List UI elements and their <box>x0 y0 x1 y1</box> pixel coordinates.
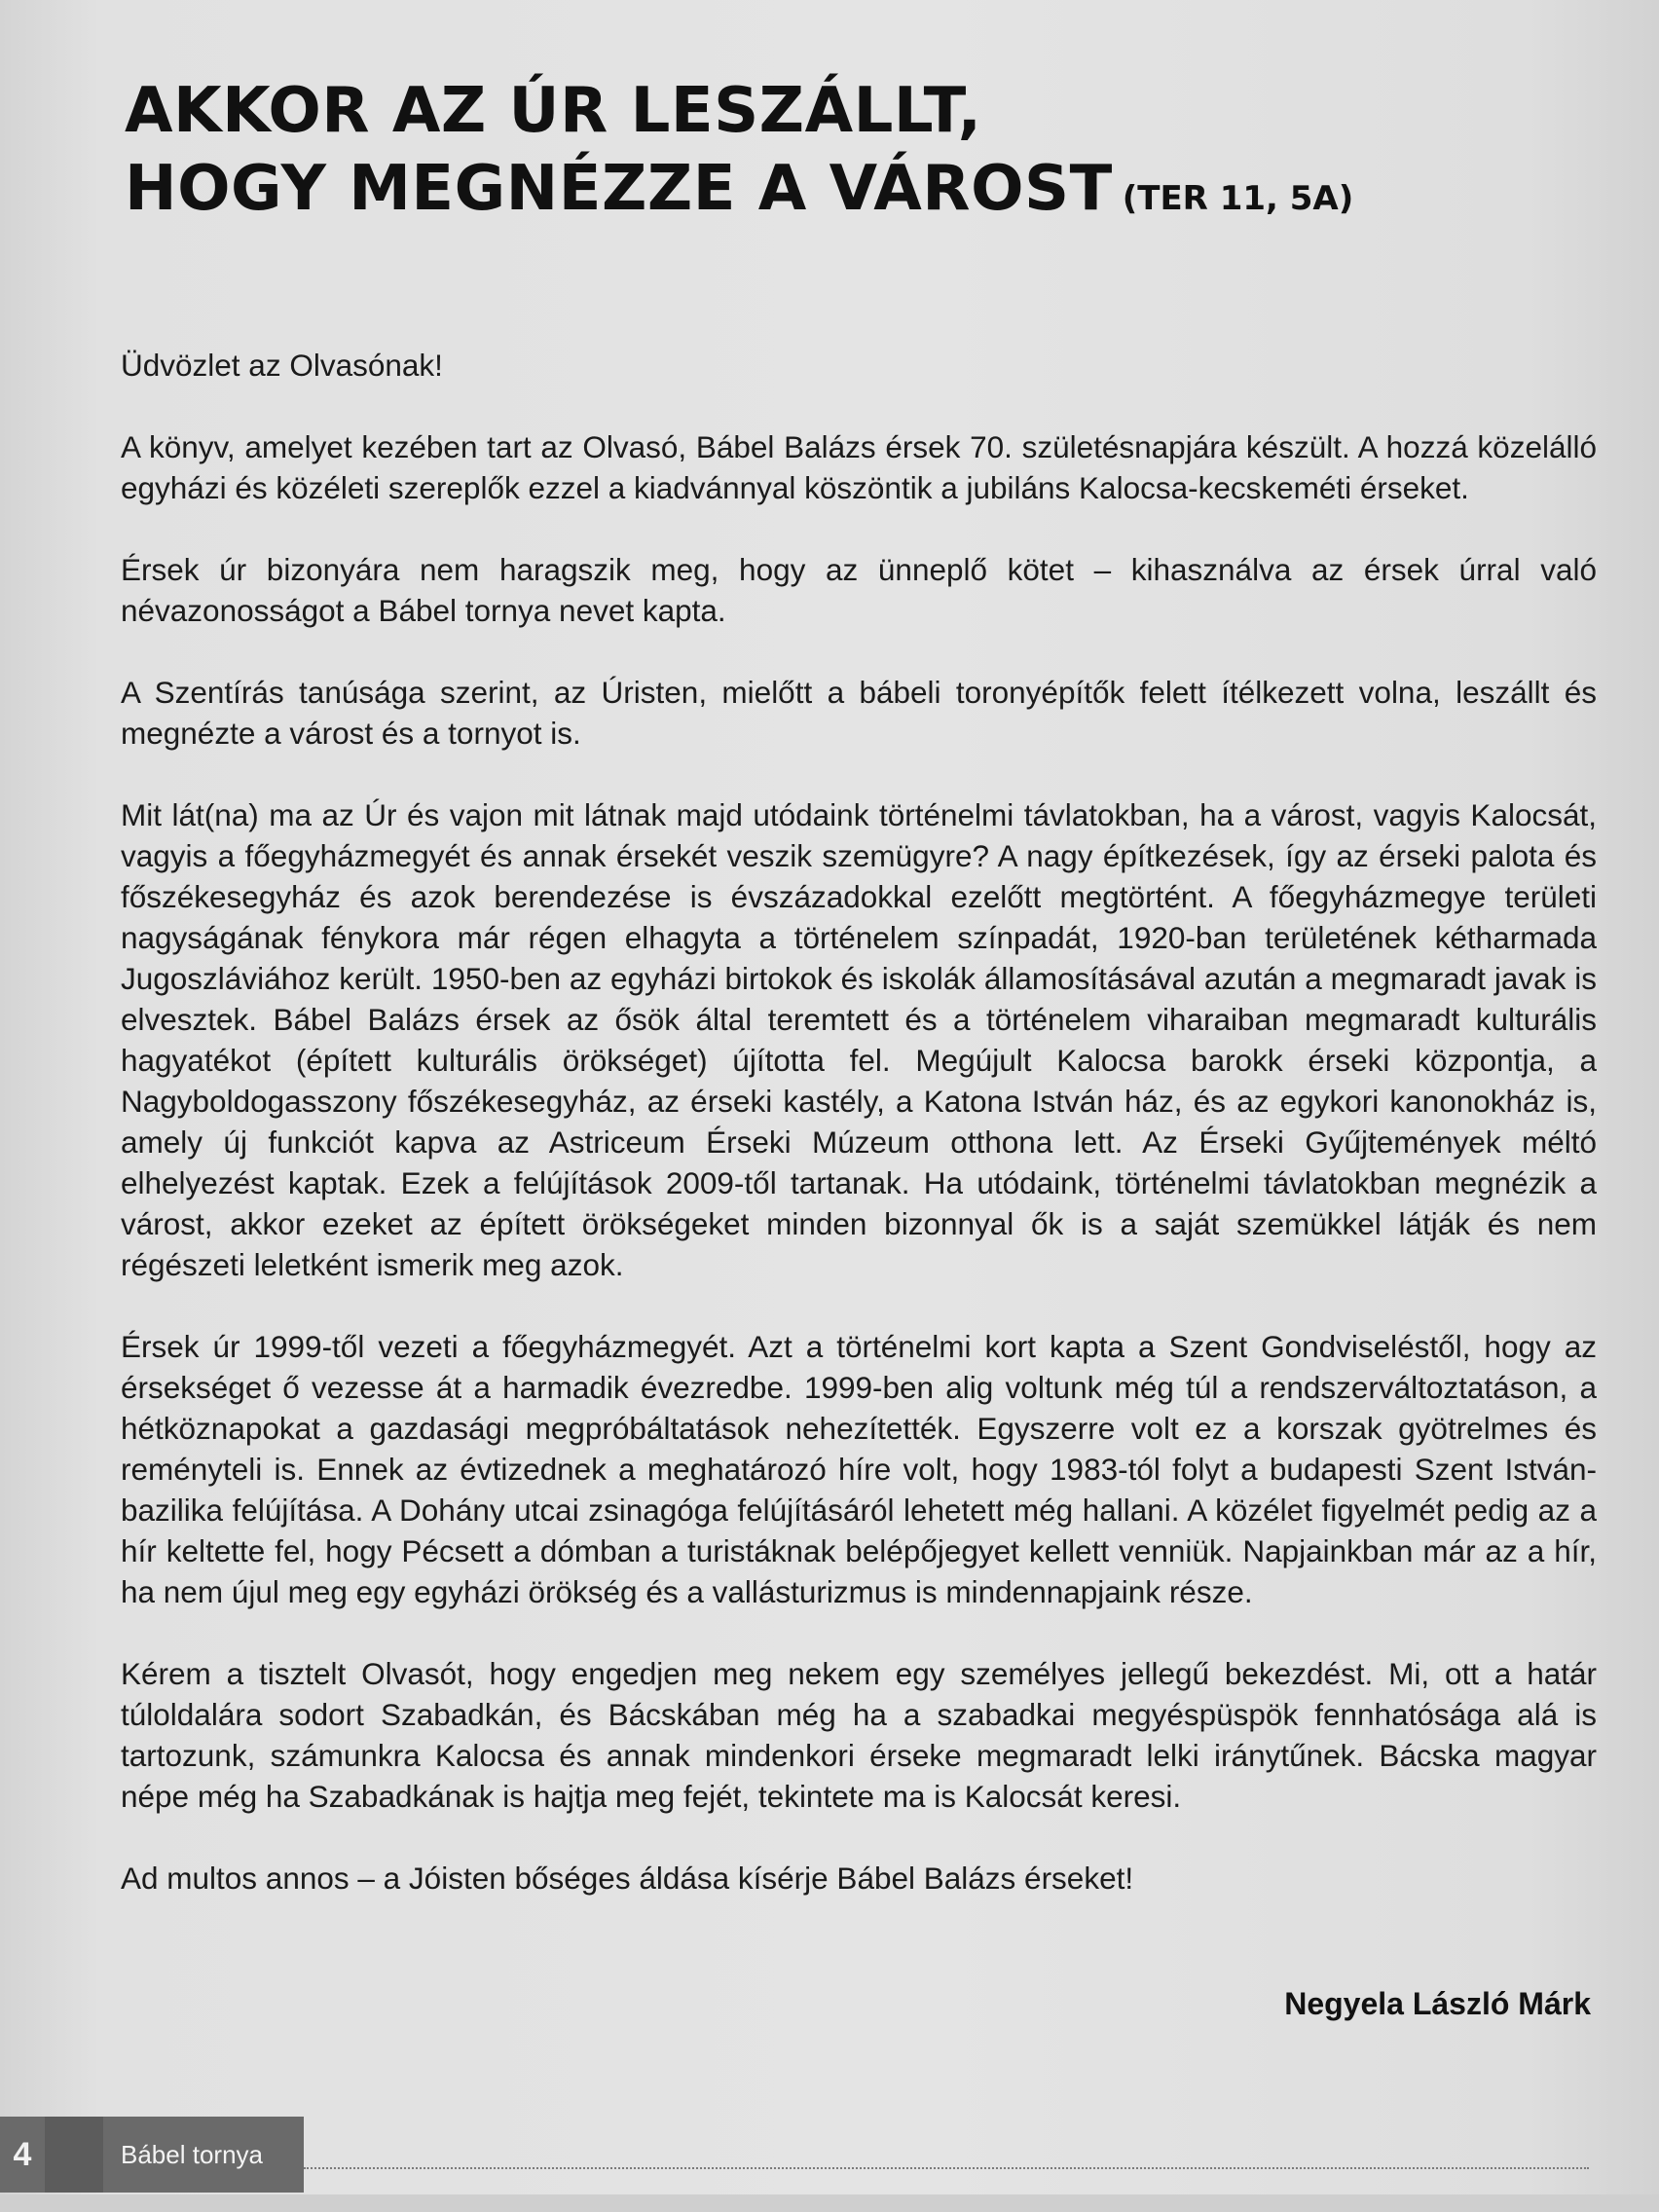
running-book-title: Bábel tornya <box>121 2140 263 2169</box>
greeting-paragraph: Üdvözlet az Olvasónak! <box>121 348 443 383</box>
article-body <box>121 345 1597 1939</box>
paragraph: A könyv, amelyet kezében tart az Olvasó, Bábel Balázs érsek 70. születésnapjára készült. A hozzá közelálló egyházi és közéleti szereplők ezzel a kiadvánnyal köszöntik a jubiláns Kalocsa-kecskeméti érseket. <box>121 429 1597 505</box>
paragraph: Kérem a tisztelt Olvasót, hogy engedjen meg nekem egy személyes jellegű bekezdést. Mi, ott a határ túloldalára sodort Szabadkán, és Bácskában még ha a szabadkai megyéspüspök fennhatósága alá is tartozunk, számunkra Kalocsa és annak mindenkori érseke megmaradt lelki iránytűnek. Bácska magyar népe még ha Szabadkának is hajtja meg fejét, tekintete ma is Kalocsát keresi. <box>121 1656 1597 1814</box>
author-signature: Negyela László Márk <box>1284 1986 1591 2021</box>
title-line-2-text: HOGY MEGNÉZZE A VÁROST <box>125 153 1113 225</box>
footer-tab <box>0 2117 304 2193</box>
page-title <box>125 72 1353 238</box>
page-bottom-edge <box>0 2194 1659 2212</box>
paragraph: Érsek úr bizonyára nem haragszik meg, hogy az ünneplő kötet – kihasználva az érsek úrral való névazonosságot a Bábel tornya nevet kapta. <box>121 552 1597 628</box>
footer-tab-divider <box>45 2117 103 2193</box>
footer-dotted-rule <box>304 2167 1589 2169</box>
title-line-1: AKKOR AZ ÚR LESZÁLLT, <box>125 75 982 147</box>
paragraph: A Szentírás tanúsága szerint, az Úristen, mielőtt a bábeli toronyépítők felett ítélkezett volna, leszállt és megnézte a várost és a tornyot is. <box>121 675 1597 751</box>
paragraph: Érsek úr 1999-től vezeti a főegyházmegyét. Azt a történelmi kort kapta a Szent Gondviseléstől, hogy az érsekséget ő vezesse át a harmadik évezredbe. 1999-ben alig voltunk még túl a rendszerváltoztatáson, a hétköznapokat a gazdasági megpróbáltatások nehezítették. Egyszerre volt ez a korszak gyötrelmes és reményteli is. Ennek az évtizednek a meghatározó híre volt, hogy 1983-tól folyt a budapesti Szent István-bazilika felújítása. A Dohány utcai zsinagóga felújításáról lehetett még hallani. A közélet figyelmét pedig az a hír keltette fel, hogy Pécsett a dómban a turistáknak belépőjegyet kellett venniük. Napjainkban már az a hír, ha nem újul meg egy egyházi örökség és a vallásturizmus is mindennapjaink része. <box>121 1329 1597 1609</box>
page-number: 4 <box>13 2135 32 2173</box>
closing-paragraph: Ad multos annos – a Jóisten bőséges áldása kísérje Bábel Balázs érseket! <box>121 1861 1134 1896</box>
paragraph: Mit lát(na) ma az Úr és vajon mit látnak majd utódaink történelmi távlatokban, ha a várost, vagyis Kalocsát, vagyis a főegyházmegyét és annak érsekét veszik szemügyre? A nagy építkezések, így az érseki palota és főszékesegyház és azok berendezése is évszázadokkal ezelőtt megtörtént. A főegyházmegye területi nagyságának fénykora már régen elhagyta a történelem színpadát, 1920-ban területének kétharmada Jugoszláviához került. 1950-ben az egyházi birtokok és iskolák államosításával azután a megmaradt javak is elvesztek. Bábel Balázs érsek az ősök által teremtett és a történelem viharaiban megmaradt kulturális hagyatékot (épített kulturális örökséget) újította fel. Megújult Kalocsa barokk érseki központja, a Nagyboldogasszony főszékesegyház, az érseki kastély, a Katona István ház, és az egykori kanonokház is, amely új funkciót kapva az Astriceum Érseki Múzeum otthona lett. Az Érseki Gyűjtemények méltó elhelyezést kaptak. Ezek a felújítások 2009-től tartanak. Ha utódaink, történelmi távlatokban megnézik a várost, akkor ezeket az épített örökségeket minden bizonnyal ők is a saját szemükkel látják és nem régészeti leletként ismerik meg azok. <box>121 797 1597 1282</box>
title-line-2 <box>125 150 1353 238</box>
scripture-reference: (TER 11, 5A) <box>1122 179 1354 218</box>
